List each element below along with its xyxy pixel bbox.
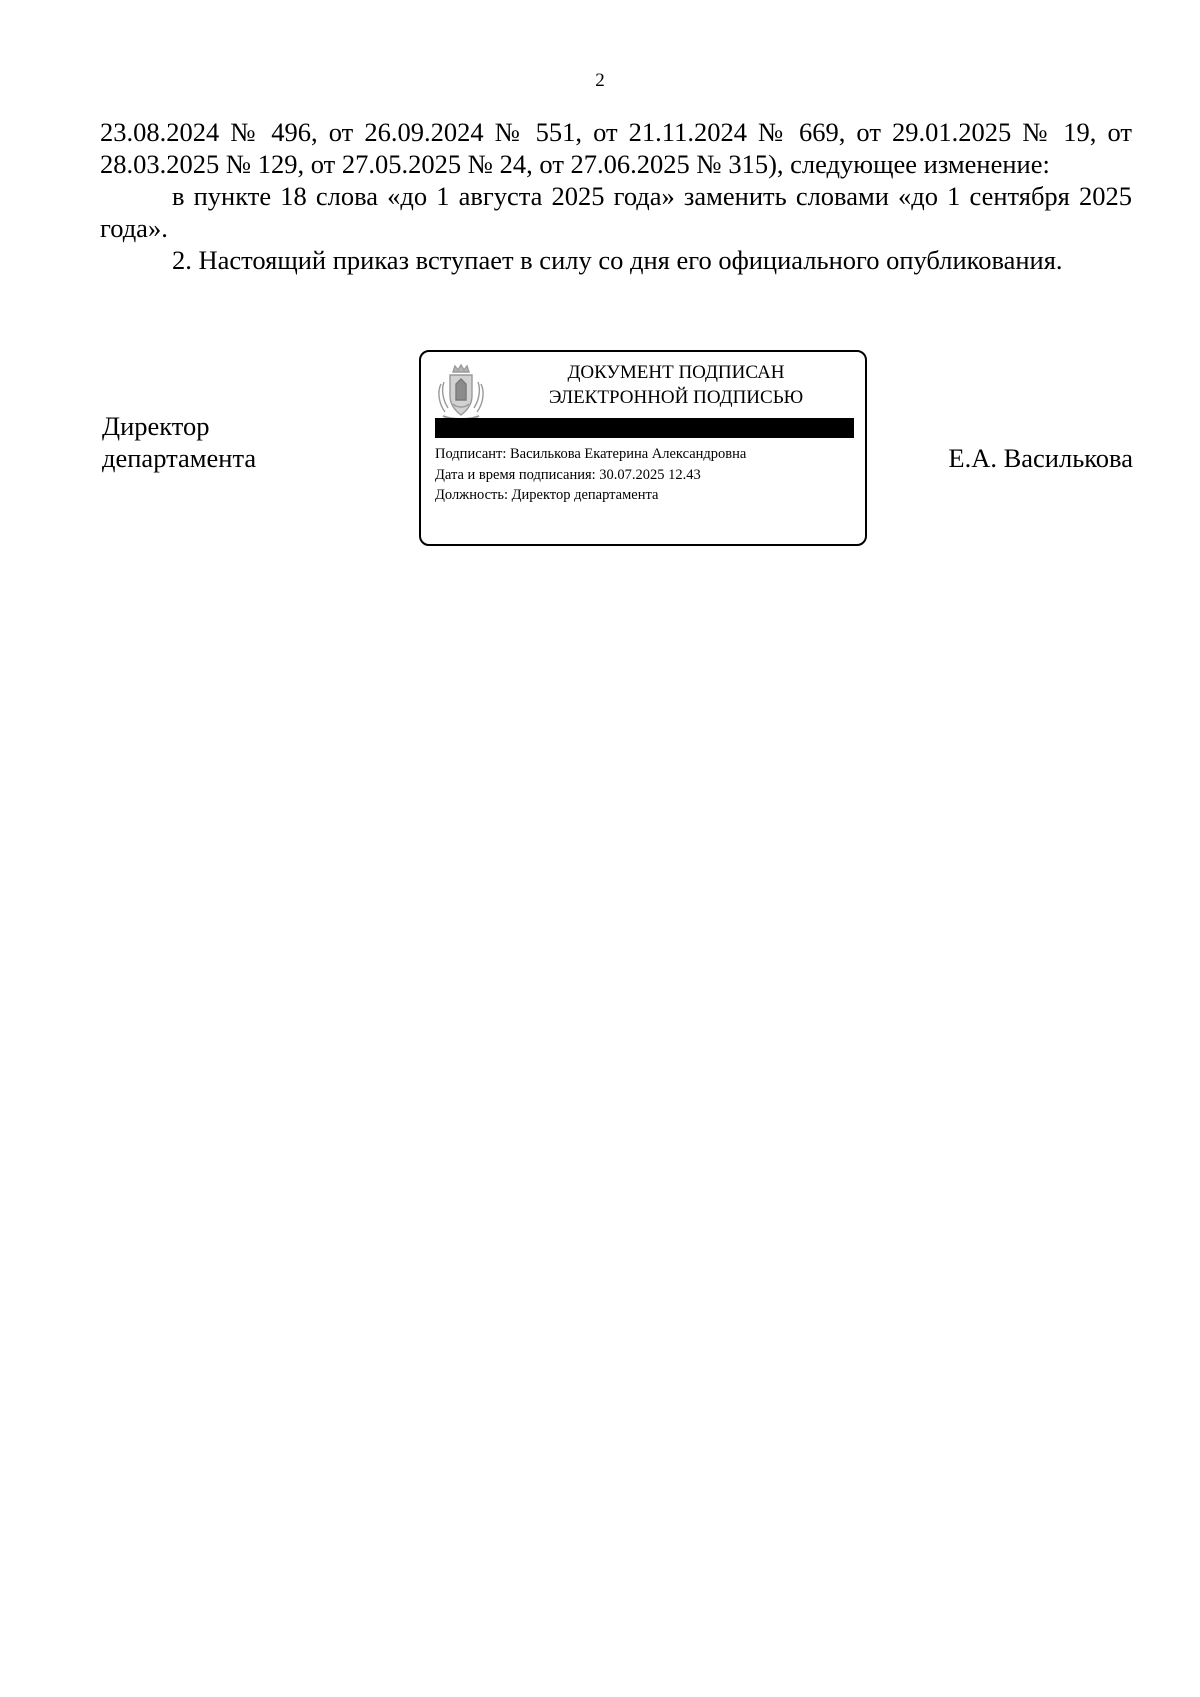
body-paragraph-3: 2. Настоящий приказ вступает в силу со дня его официального опубликования.: [172, 245, 1063, 275]
page-number: 2: [595, 70, 605, 91]
signer-title-line-1: Директор: [102, 411, 210, 441]
document-body: [100, 116, 1132, 276]
body-paragraph-2: в пункте 18 слова «до 1 августа 2025 года» заменить словами «до 1 сентября 2025 года».: [100, 181, 1132, 243]
electronic-signature-stamp: [419, 350, 867, 546]
stamp-heading: [491, 360, 861, 410]
stamp-position: Должность: Директор департамента: [435, 487, 659, 503]
stamp-details: [435, 444, 860, 506]
coat-of-arms-icon: [435, 362, 487, 422]
signer-name: Е.А. Василькова: [948, 443, 1133, 473]
stamp-datetime: Дата и время подписания: 30.07.2025 12.43: [435, 466, 701, 483]
signer-title-line-2: департамента: [102, 443, 257, 473]
certificate-redaction-bar: [435, 418, 854, 438]
stamp-heading-line-2: ЭЛЕКТРОННОЙ ПОДПИСЬЮ: [548, 387, 804, 408]
stamp-heading-line-1: ДОКУМЕНТ ПОДПИСАН: [567, 362, 785, 383]
signer-title: [102, 410, 256, 474]
stamp-signer: Подписант: Василькова Екатерина Александровна: [435, 446, 747, 462]
body-paragraph-1: 23.08.2024 № 496, от 26.09.2024 № 551, от 21.11.2024 № 669, от 29.01.2025 № 19, от 28.03.2025 № 129, от 27.05.2025 № 24, от 27.06.2025 № 315), следующее изменение:: [100, 117, 1132, 179]
